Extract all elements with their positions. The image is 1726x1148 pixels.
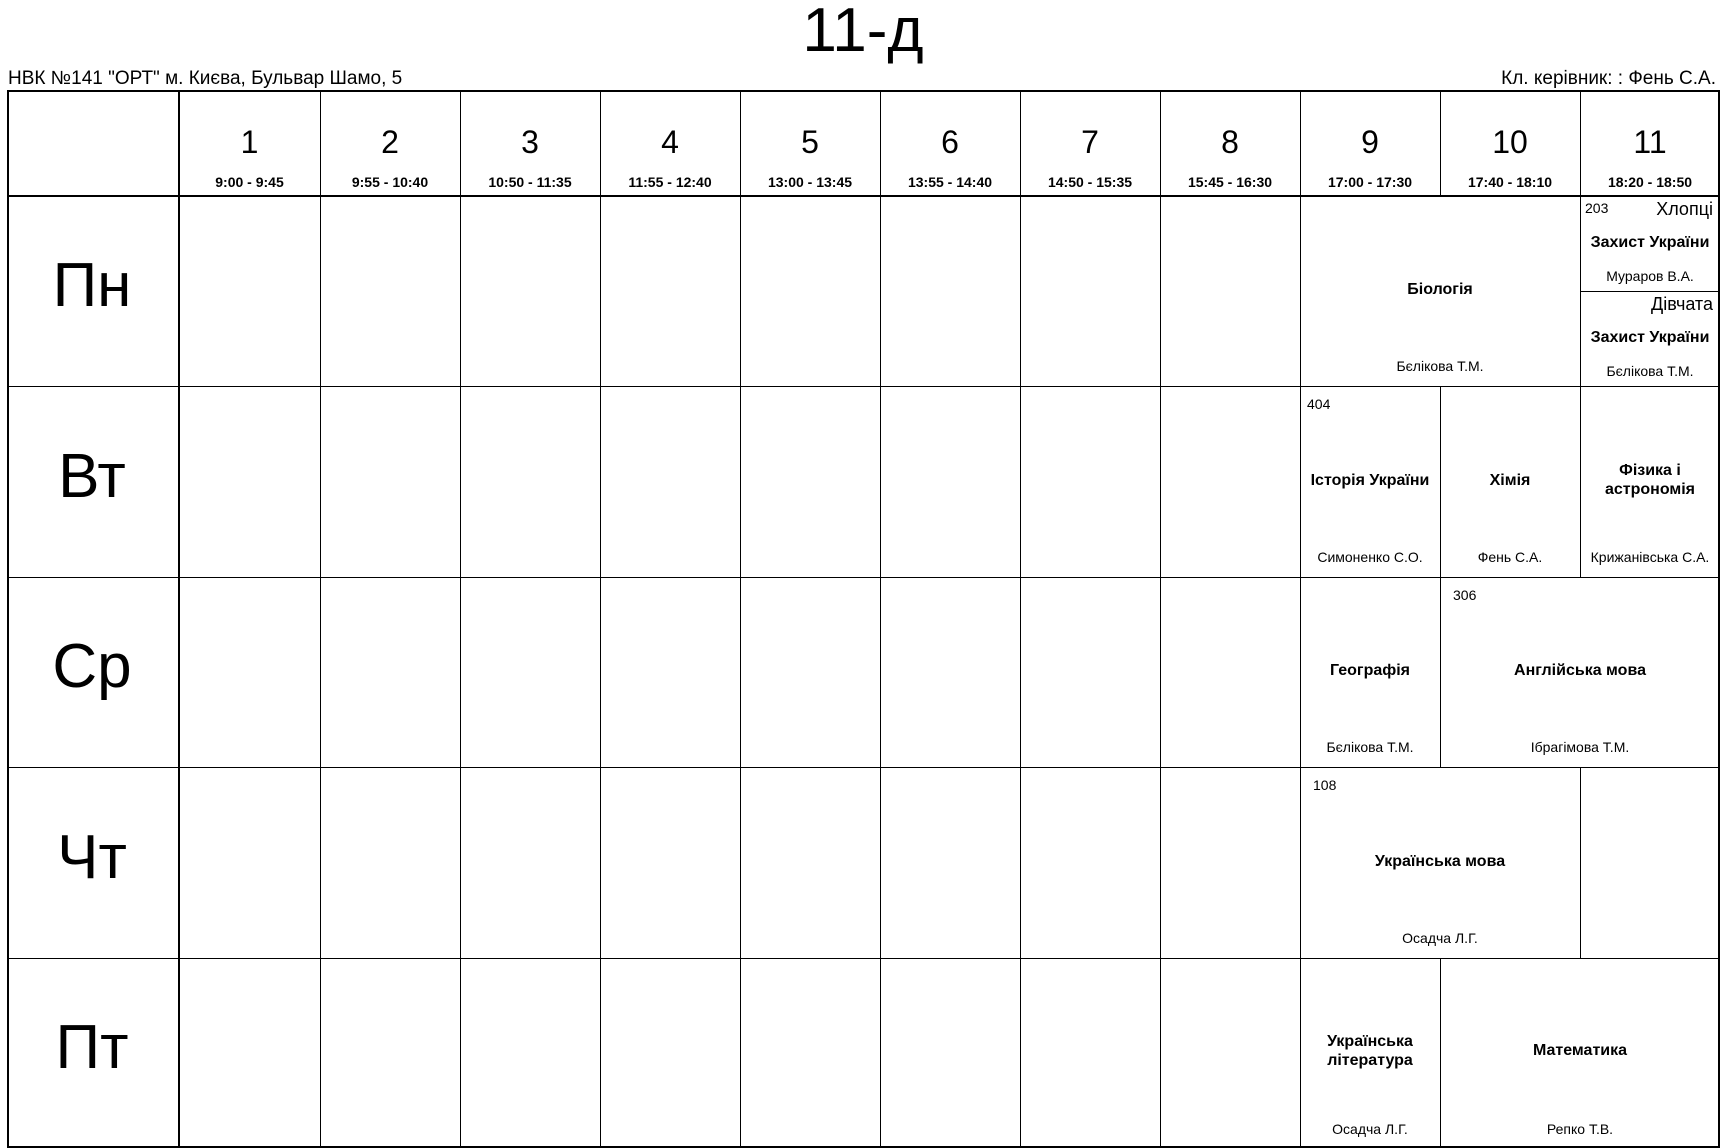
period-divider	[1160, 90, 1161, 196]
lesson-teacher: Крижанівська С.А.	[1590, 549, 1710, 565]
page-title: 11-д	[802, 0, 924, 65]
school-name: НВК №141 "ОРТ" м. Києва, Бульвар Шамо, 5	[8, 68, 403, 89]
period-number: 1	[240, 124, 259, 160]
period-divider	[1580, 386, 1581, 577]
grid-border-left	[7, 90, 9, 1148]
day-label-mon: Пн	[52, 251, 132, 320]
period-divider	[460, 196, 461, 1148]
period-divider	[1160, 196, 1161, 1148]
lesson-subject-line1: Фізика і	[1619, 462, 1681, 479]
lesson-subject: Українська мова	[1374, 853, 1506, 870]
day-label-tue: Вт	[58, 442, 126, 511]
lesson-subject: Географія	[1329, 662, 1411, 679]
group-label: Хлопці	[1656, 199, 1713, 219]
lesson-cell-history	[1300, 386, 1440, 577]
day-label-fri: Пт	[55, 1013, 129, 1082]
lesson-teacher: Осадча Л.Г.	[1332, 1121, 1408, 1137]
period-header-2	[320, 90, 460, 196]
room-number: 203	[1585, 200, 1609, 216]
period-number: 7	[1081, 124, 1099, 160]
lesson-cell-ukrainian-literature	[1300, 958, 1440, 1148]
period-time: 18:20 - 18:50	[1607, 174, 1693, 190]
period-time: 9:55 - 10:40	[351, 174, 429, 190]
lesson-subject: Хімія	[1489, 472, 1531, 489]
period-divider	[1020, 90, 1021, 196]
period-divider	[1440, 386, 1441, 577]
lesson-cell-chemistry	[1440, 386, 1580, 577]
period-header-1	[179, 90, 320, 196]
period-number: 10	[1492, 124, 1528, 160]
period-divider	[600, 90, 601, 196]
day-divider	[7, 577, 1720, 578]
period-divider	[1440, 577, 1441, 767]
lesson-subject: Захист України	[1590, 329, 1710, 346]
class-teacher: Кл. керівник: : Фень С.А.	[1501, 68, 1716, 89]
period-header-3	[460, 90, 600, 196]
period-header-7	[1020, 90, 1160, 196]
period-time: 17:40 - 18:10	[1467, 174, 1553, 190]
day-label-thu: Чт	[57, 823, 127, 892]
period-divider	[880, 196, 881, 1148]
lesson-cell-biology	[1300, 196, 1580, 386]
lesson-cell-ukrainian-language	[1300, 767, 1580, 958]
day-column-separator	[178, 90, 180, 1148]
period-number: 4	[661, 124, 679, 160]
period-divider	[740, 196, 741, 1148]
period-time: 13:00 - 13:45	[767, 174, 853, 190]
lesson-subject: Захист України	[1590, 234, 1710, 251]
lesson-teacher: Репко Т.В.	[1546, 1121, 1614, 1137]
period-time: 9:00 - 9:45	[215, 174, 284, 190]
room-number: 306	[1453, 587, 1477, 603]
period-divider	[740, 90, 741, 196]
day-label-wed: Ср	[52, 632, 132, 701]
period-number: 5	[801, 124, 819, 160]
period-number: 9	[1361, 124, 1379, 160]
lesson-teacher: Фень С.А.	[1477, 549, 1543, 565]
period-divider	[600, 196, 601, 1148]
lesson-subject: Біологія	[1407, 281, 1473, 298]
period-time: 10:50 - 11:35	[488, 174, 572, 190]
lesson-cell-english	[1440, 577, 1720, 767]
lesson-teacher: Бєлікова Т.М.	[1606, 363, 1694, 379]
period-number: 11	[1633, 124, 1667, 160]
period-divider	[1580, 767, 1581, 958]
period-divider	[320, 90, 321, 196]
period-divider	[1440, 958, 1441, 1148]
lesson-subject-line1: Українська	[1327, 1033, 1413, 1050]
period-header-8	[1160, 90, 1300, 196]
period-time: 13:55 - 14:40	[907, 174, 993, 190]
grid-border-right	[1718, 90, 1720, 1148]
period-number: 8	[1221, 124, 1239, 160]
lesson-cell-math	[1440, 958, 1720, 1148]
period-header-9	[1300, 90, 1440, 196]
period-divider	[1020, 196, 1021, 1148]
period-header-4	[600, 90, 740, 196]
header-separator	[7, 195, 1720, 197]
lesson-subject-line2: астрономія	[1604, 481, 1696, 498]
lesson-teacher: Бєлікова Т.М.	[1396, 358, 1484, 374]
lesson-subject: Історія України	[1310, 472, 1430, 489]
day-divider	[7, 958, 1720, 959]
period-divider	[460, 90, 461, 196]
day-divider	[7, 386, 1720, 387]
period-divider	[1440, 90, 1441, 196]
group-label: Дівчата	[1651, 294, 1713, 314]
lesson-cell-geography	[1300, 577, 1440, 767]
period-number: 2	[381, 124, 399, 160]
group-divider	[1580, 291, 1720, 292]
period-time: 14:50 - 15:35	[1047, 174, 1133, 190]
lesson-cell-defense-girls	[1580, 291, 1720, 386]
grid-border-top	[7, 90, 1720, 92]
day-divider	[7, 767, 1720, 768]
room-number: 404	[1307, 396, 1331, 412]
period-divider	[1580, 90, 1581, 196]
lesson-subject: Англійська мова	[1514, 662, 1646, 679]
lesson-cell-physics	[1580, 386, 1720, 577]
lesson-teacher: Осадча Л.Г.	[1402, 930, 1478, 946]
period-time: 11:55 - 12:40	[628, 174, 712, 190]
period-header-5	[740, 90, 880, 196]
lesson-subject: Математика	[1532, 1042, 1628, 1059]
room-number: 108	[1313, 777, 1337, 793]
period-time: 17:00 - 17:30	[1327, 174, 1413, 190]
period-divider	[1300, 196, 1301, 1148]
period-divider	[320, 196, 321, 1148]
period-number: 6	[941, 124, 959, 160]
lesson-teacher: Бєлікова Т.М.	[1326, 739, 1414, 755]
lesson-teacher: Мураров В.А.	[1606, 268, 1694, 284]
period-time: 15:45 - 16:30	[1187, 174, 1273, 190]
period-divider	[880, 90, 881, 196]
lesson-teacher: Симоненко С.О.	[1317, 549, 1423, 565]
period-header-11	[1580, 90, 1720, 196]
lesson-subject-line2: література	[1327, 1052, 1413, 1069]
lesson-cell-defense-boys	[1580, 196, 1720, 291]
lesson-teacher: Ібрагімова Т.М.	[1530, 739, 1630, 755]
period-header-10	[1440, 90, 1580, 196]
period-divider	[1300, 90, 1301, 196]
period-header-6	[880, 90, 1020, 196]
timetable-grid	[7, 90, 1720, 1148]
period-number: 3	[521, 124, 539, 160]
